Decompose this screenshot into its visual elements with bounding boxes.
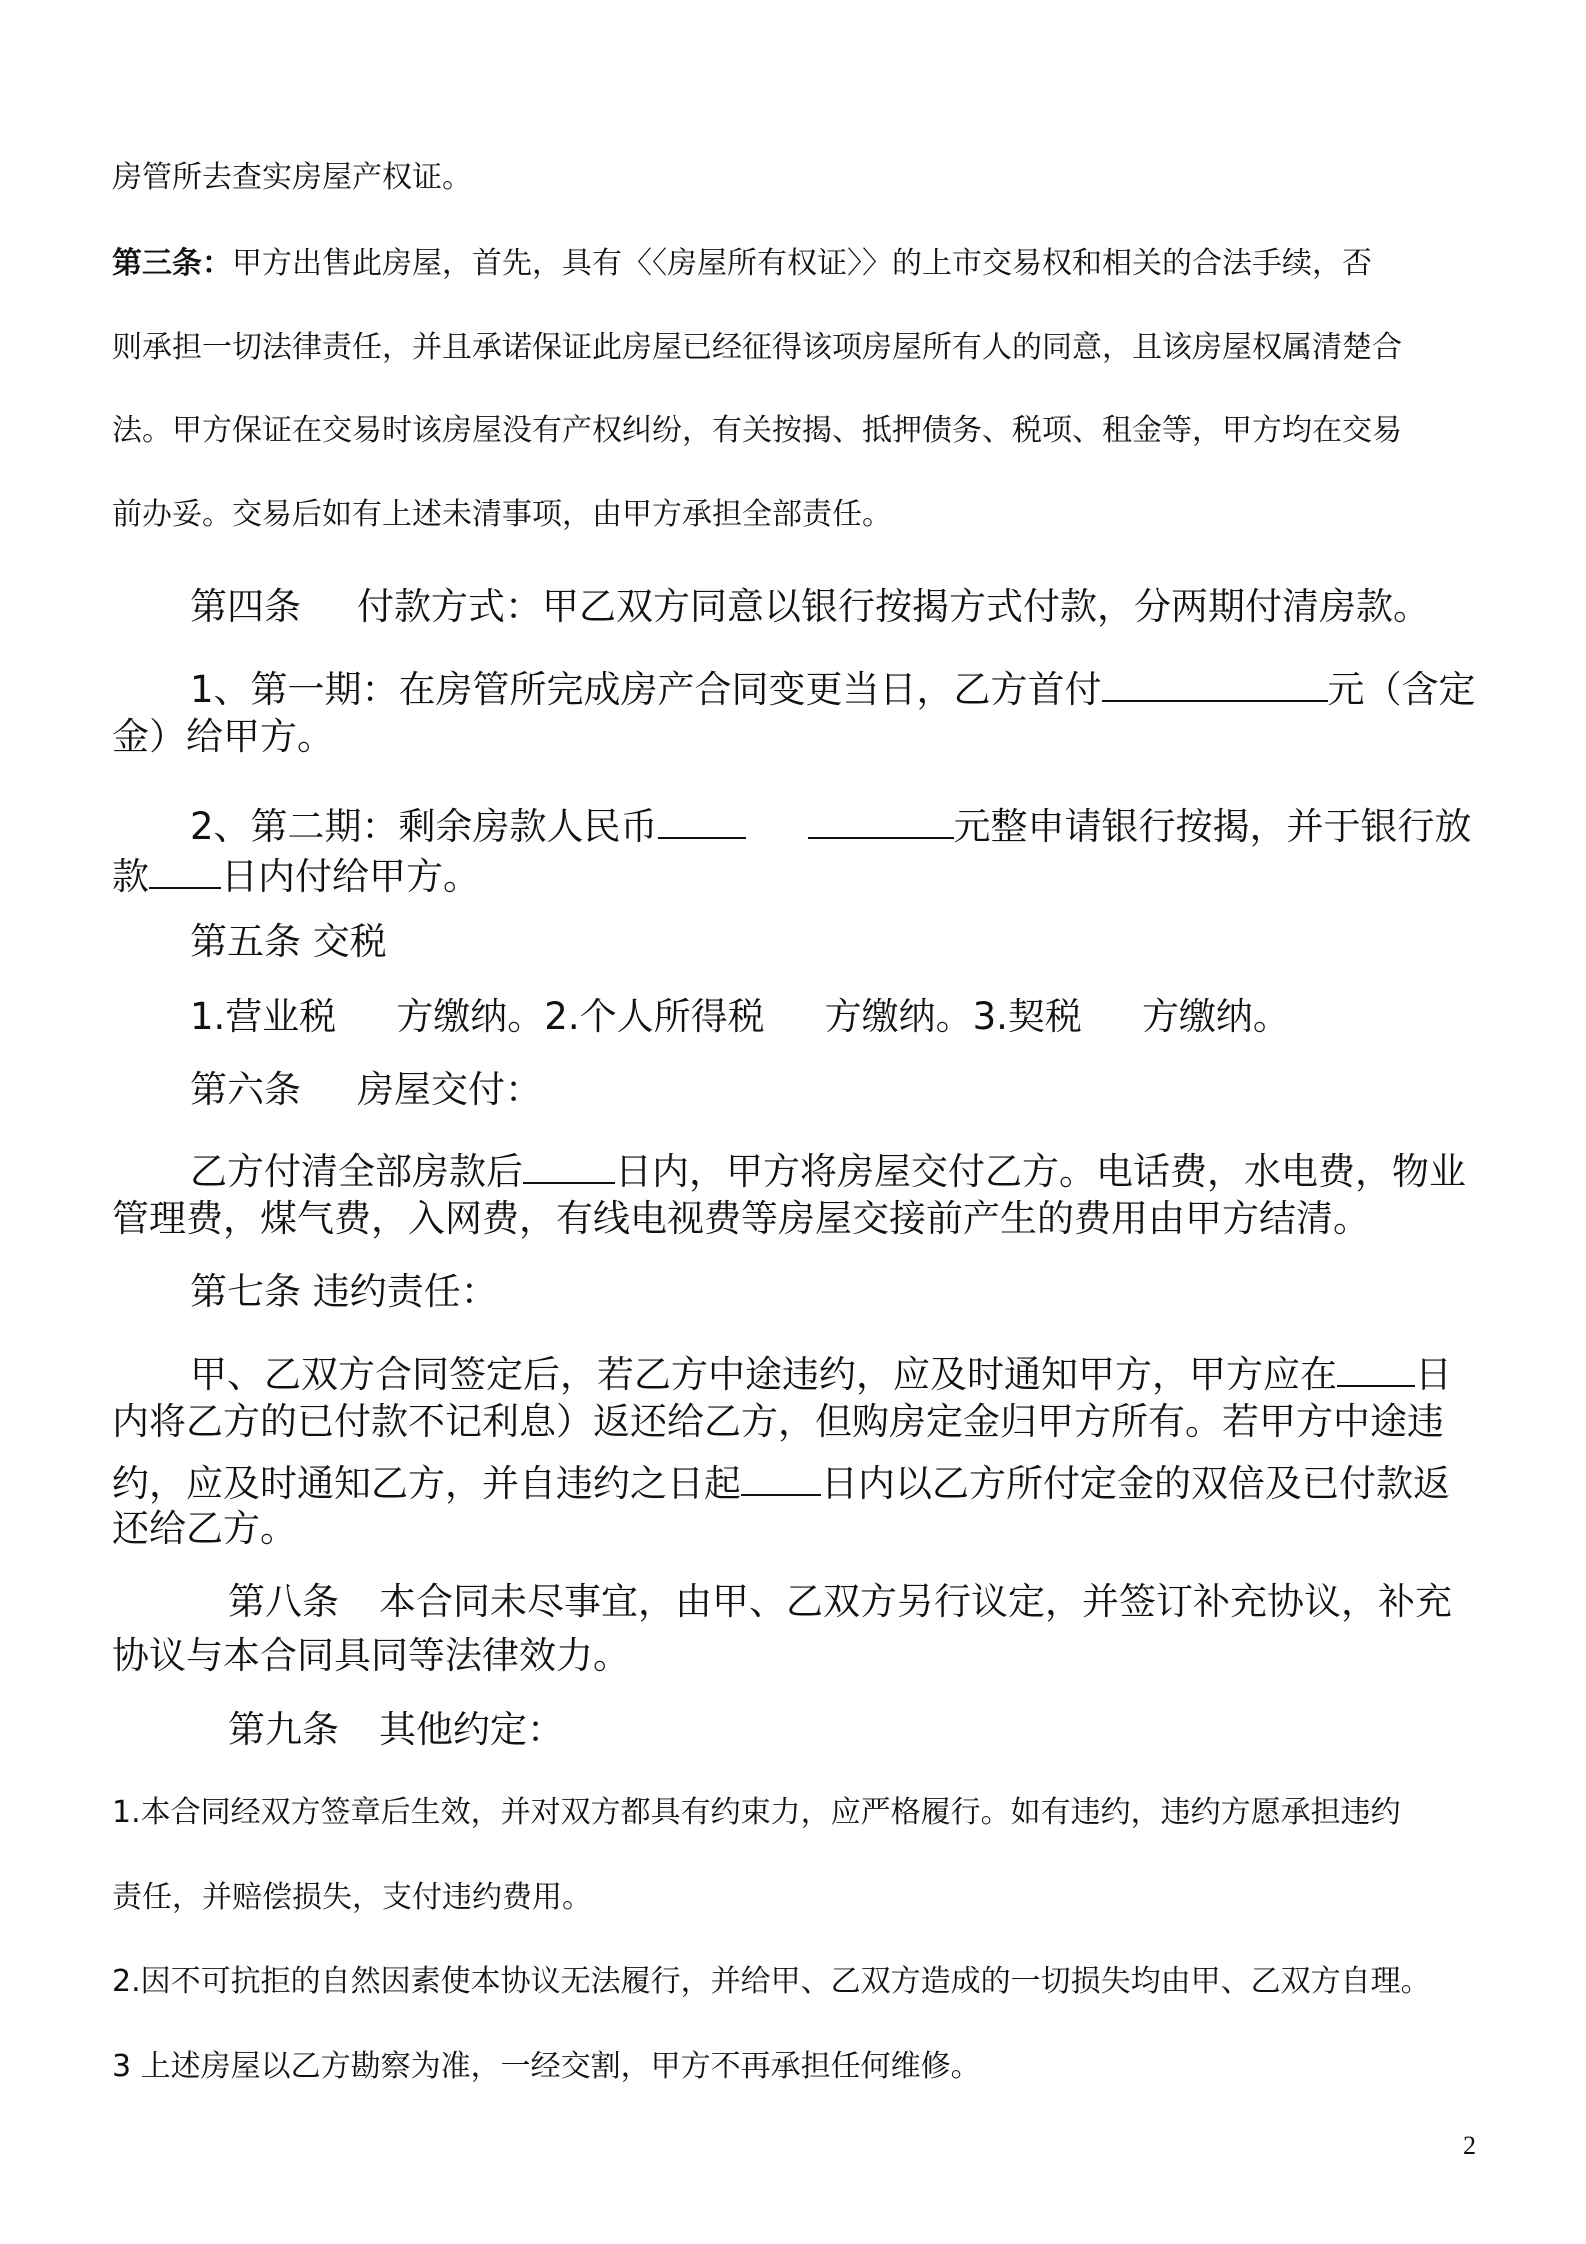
article-6-heading (190, 1068, 542, 1111)
text-span: 日 (1415, 1353, 1452, 1396)
text-span: 方缴纳。 (1141, 995, 1290, 1038)
blank-underline (149, 850, 221, 889)
text-span: 房屋交付： (357, 1068, 542, 1111)
text-span: 内将乙方的已付款不记利息）返还给乙方，但购房定金归甲方所有。若甲方中途违 (112, 1400, 1444, 1443)
text-span: 前办妥。交易后如有上述未清事项，由甲方承担全部责任。 (112, 497, 892, 532)
text-span: 甲方出售此房屋，首先，具有〈〈房屋所有权证〉〉的上市交易权和相关的合法手续，否 (232, 246, 1372, 281)
text-span: 日内以乙方所付定金的双倍及已付款返 (821, 1462, 1450, 1505)
article-7-line-4 (112, 1507, 297, 1550)
article-6-line-1 (190, 1145, 1466, 1193)
provision-3 (112, 2049, 981, 2084)
text-span: 房管所去查实房屋产权证。 (112, 160, 472, 195)
article-7-line-3 (112, 1457, 1450, 1505)
payment-2-line-2 (112, 850, 480, 898)
blank-underline (1337, 1348, 1415, 1387)
provision-1-line-1 (112, 1795, 1401, 1830)
page-number: 2 (1463, 2131, 1476, 2160)
text-span: 付款方式：甲乙双方同意以银行按揭方式付款，分两期付清房款。 (357, 585, 1430, 628)
payment-1-line-1 (190, 663, 1476, 711)
article-8-line-1 (228, 1580, 1452, 1623)
blank-underline (808, 800, 954, 839)
text-span: 管理费，煤气费，入网费，有线电视费等房屋交接前产生的费用由甲方结清。 (112, 1197, 1370, 1240)
text-span: 款 (112, 855, 149, 898)
text-span: 1、第一期：在房管所完成房产合同变更当日，乙方首付 (190, 668, 1102, 711)
text-span: 协议与本合同具同等法律效力。 (112, 1634, 630, 1677)
text-span: 日内，甲方将房屋交付乙方。电话费，水电费，物业 (615, 1150, 1466, 1193)
text-line (112, 160, 472, 195)
article-7-line-2 (112, 1400, 1444, 1443)
provision-1-line-2 (112, 1880, 592, 1915)
text-span: 乙方付清全部房款后 (190, 1150, 523, 1193)
text-span: 第七条 违约责任： (190, 1270, 498, 1313)
blank-underline (523, 1145, 615, 1184)
text-span: 还给乙方。 (112, 1507, 297, 1550)
text-span: 第九条 (228, 1708, 339, 1751)
text-span: 第四条 (190, 585, 301, 628)
article-3-line-2 (112, 330, 1402, 365)
article-8-line-2 (112, 1634, 630, 1677)
payment-2-line-1 (190, 800, 1472, 848)
text-span: 3 上述房屋以乙方勘察为准，一经交割，甲方不再承担任何维修。 (112, 2049, 981, 2084)
text-span: 方缴纳。3.契税 (824, 995, 1082, 1038)
text-span: 金）给甲方。 (112, 715, 334, 758)
article-4-heading (190, 585, 1430, 628)
article-3-line-3 (112, 413, 1402, 448)
text-span: 方缴纳。2.个人所得税 (396, 995, 765, 1038)
text-span: 2.因不可抗拒的自然因素使本协议无法履行，并给甲、乙双方造成的一切损失均由甲、乙双方自理。 (112, 1964, 1431, 1999)
text-span: 责任，并赔偿损失，支付违约费用。 (112, 1880, 592, 1915)
article-3-line-4 (112, 497, 892, 532)
text-span: 1.营业税 (190, 995, 337, 1038)
article-3-line-1 (112, 246, 1372, 281)
text-span: 则承担一切法律责任，并且承诺保证此房屋已经征得该项房屋所有人的同意，且该房屋权属清楚合 (112, 330, 1402, 365)
blank-underline (658, 800, 746, 839)
text-span: 第五条 交税 (190, 920, 387, 963)
article-6-line-2 (112, 1197, 1370, 1240)
tax-line (190, 995, 1290, 1038)
text-span: 本合同未尽事宜，由甲、乙双方另行议定，并签订补充协议，补充 (379, 1580, 1452, 1623)
text-span: 元整申请银行按揭，并于银行放 (953, 805, 1472, 848)
text-span: 约，应及时通知乙方，并自违约之日起 (112, 1462, 741, 1505)
text-span: 第八条 (228, 1580, 339, 1623)
text-span: 1.本合同经双方签章后生效，并对双方都具有约束力，应严格履行。如有违约，违约方愿承担违约 (112, 1795, 1401, 1830)
text-span: 法。甲方保证在交易时该房屋没有产权纠纷，有关按揭、抵押债务、税项、租金等，甲方均在交易 (112, 413, 1402, 448)
article-5-heading (190, 920, 387, 963)
text-span: 2、第二期：剩余房款人民币 (190, 805, 658, 848)
blank-underline (741, 1457, 821, 1496)
provision-2 (112, 1964, 1431, 1999)
text-span: 日内付给甲方。 (221, 855, 480, 898)
text-span: 第六条 (190, 1068, 301, 1111)
text-span: 甲、乙双方合同签定后，若乙方中途违约，应及时通知甲方，甲方应在 (190, 1353, 1337, 1396)
article-7-heading (190, 1270, 498, 1313)
text-span: 其他约定： (379, 1708, 564, 1751)
blank-underline (1102, 663, 1328, 702)
blank-gap (746, 802, 808, 839)
article-7-line-1 (190, 1348, 1452, 1396)
text-span: 元（含定 (1327, 668, 1476, 711)
article-9-heading (228, 1708, 564, 1751)
article-3-label: 第三条： (112, 246, 232, 281)
payment-1-line-2 (112, 715, 334, 758)
